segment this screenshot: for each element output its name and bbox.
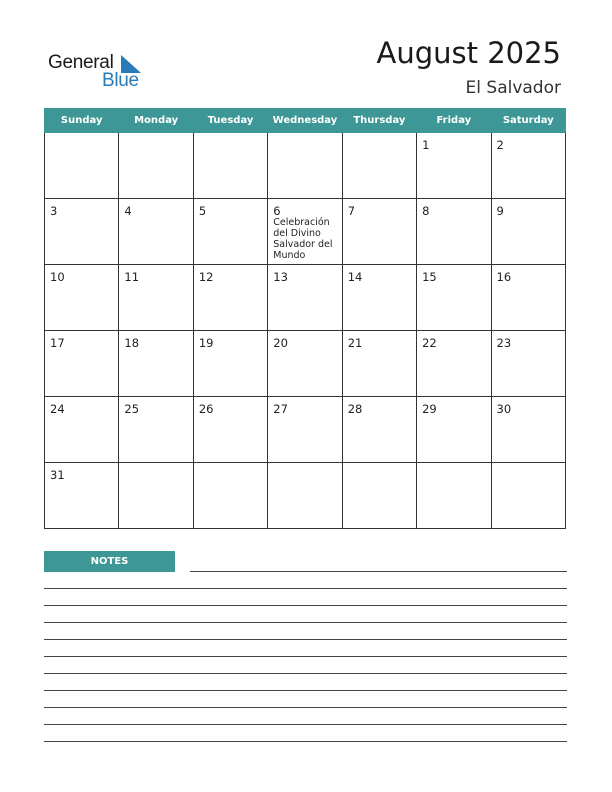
weekday-header: Friday	[417, 109, 491, 133]
day-number: 26	[198, 402, 214, 416]
day-number: 2	[496, 138, 504, 152]
calendar-day-cell[interactable]	[417, 265, 491, 331]
logo-text-general: General	[48, 52, 114, 73]
calendar-week-row	[45, 397, 566, 463]
calendar-week-row	[45, 463, 566, 529]
day-number: 19	[198, 336, 214, 350]
calendar-day-cell[interactable]	[342, 397, 416, 463]
calendar-day-cell[interactable]	[45, 265, 119, 331]
calendar-day-cell[interactable]	[342, 463, 416, 529]
calendar-day-cell[interactable]	[268, 463, 342, 529]
calendar-day-cell[interactable]	[268, 397, 342, 463]
page-title: August 2025	[376, 36, 561, 70]
day-number: 10	[50, 270, 65, 284]
weekday-header: Monday	[119, 109, 193, 133]
calendar-day-cell[interactable]	[119, 133, 193, 199]
calendar-week-row	[45, 265, 566, 331]
holiday-event: Celebración del Divino Salvador del Mundo	[273, 217, 333, 261]
calendar-day-cell[interactable]	[193, 199, 267, 265]
calendar-day-cell[interactable]	[119, 463, 193, 529]
calendar-day-cell[interactable]	[119, 397, 193, 463]
country-subtitle: El Salvador	[465, 78, 561, 98]
calendar-day-cell[interactable]	[119, 331, 193, 397]
calendar-day-cell[interactable]	[417, 199, 491, 265]
day-number: 25	[124, 402, 140, 416]
note-line	[44, 724, 567, 725]
calendar-grid	[44, 108, 566, 529]
day-number: 6	[273, 204, 281, 218]
calendar-day-cell[interactable]	[193, 133, 267, 199]
calendar-day-cell[interactable]	[193, 265, 267, 331]
calendar-day-cell[interactable]	[193, 397, 267, 463]
calendar-day-cell[interactable]	[417, 133, 491, 199]
note-line	[44, 605, 567, 606]
calendar-day-cell[interactable]	[193, 463, 267, 529]
calendar-day-cell[interactable]	[119, 199, 193, 265]
note-line	[44, 656, 567, 657]
note-line	[44, 622, 567, 623]
calendar-day-cell[interactable]	[268, 133, 342, 199]
day-number: 8	[422, 204, 430, 218]
calendar-day-cell[interactable]	[417, 397, 491, 463]
note-line	[190, 571, 567, 572]
day-number: 31	[50, 468, 65, 482]
calendar-day-cell[interactable]	[342, 199, 416, 265]
day-number: 30	[496, 402, 512, 416]
calendar-day-cell[interactable]	[268, 199, 342, 265]
day-number: 21	[347, 336, 363, 350]
note-line	[44, 639, 567, 640]
calendar-day-cell[interactable]	[491, 397, 565, 463]
note-line	[44, 741, 567, 742]
day-number: 7	[347, 204, 356, 218]
day-number: 9	[496, 204, 504, 218]
notes-label: NOTES	[44, 551, 175, 572]
calendar-day-cell[interactable]	[417, 463, 491, 529]
calendar-week-row	[45, 331, 566, 397]
day-number: 29	[422, 402, 437, 416]
calendar-day-cell[interactable]	[268, 331, 342, 397]
day-number: 11	[124, 270, 140, 284]
day-number: 15	[422, 270, 437, 284]
day-number: 4	[124, 204, 132, 218]
day-number: 20	[273, 336, 288, 350]
logo-text-blue: Blue	[102, 70, 139, 91]
calendar-day-cell[interactable]	[45, 199, 119, 265]
day-number: 13	[273, 270, 288, 284]
calendar-day-cell[interactable]	[342, 331, 416, 397]
calendar-week-row	[45, 199, 566, 265]
calendar-day-cell[interactable]	[45, 463, 119, 529]
calendar-day-cell[interactable]	[491, 199, 565, 265]
day-number: 18	[124, 336, 140, 350]
weekday-header: Saturday	[491, 109, 565, 133]
day-number: 23	[496, 336, 512, 350]
calendar-day-cell[interactable]	[45, 133, 119, 199]
day-number: 5	[198, 204, 207, 218]
calendar-day-cell[interactable]	[268, 265, 342, 331]
day-number: 3	[50, 204, 58, 218]
day-number: 17	[50, 336, 65, 350]
day-number: 24	[50, 402, 65, 416]
weekday-header: Tuesday	[193, 109, 267, 133]
weekday-header: Thursday	[342, 109, 416, 133]
day-number: 22	[422, 336, 437, 350]
calendar-day-cell[interactable]	[119, 265, 193, 331]
day-number: 12	[198, 270, 214, 284]
calendar-day-cell[interactable]	[491, 463, 565, 529]
note-line	[44, 690, 567, 691]
note-line	[44, 707, 567, 708]
day-number: 16	[496, 270, 512, 284]
day-number: 14	[347, 270, 363, 284]
calendar-day-cell[interactable]	[193, 331, 267, 397]
calendar-day-cell[interactable]	[342, 265, 416, 331]
weekday-header-row	[45, 109, 566, 133]
day-number: 1	[422, 138, 430, 152]
note-line	[44, 588, 567, 589]
calendar-day-cell[interactable]	[342, 133, 416, 199]
note-line	[44, 673, 567, 674]
calendar-day-cell[interactable]	[45, 331, 119, 397]
calendar-day-cell[interactable]	[491, 133, 565, 199]
day-number: 28	[347, 402, 363, 416]
calendar-week-row	[45, 133, 566, 199]
calendar-day-cell[interactable]	[45, 397, 119, 463]
generalblue-logo	[48, 52, 148, 92]
calendar-day-cell[interactable]	[491, 265, 565, 331]
calendar-day-cell[interactable]	[417, 331, 491, 397]
calendar-day-cell[interactable]	[491, 331, 565, 397]
weekday-header: Wednesday	[268, 109, 342, 133]
weekday-header: Sunday	[45, 109, 119, 133]
day-number: 27	[273, 402, 288, 416]
